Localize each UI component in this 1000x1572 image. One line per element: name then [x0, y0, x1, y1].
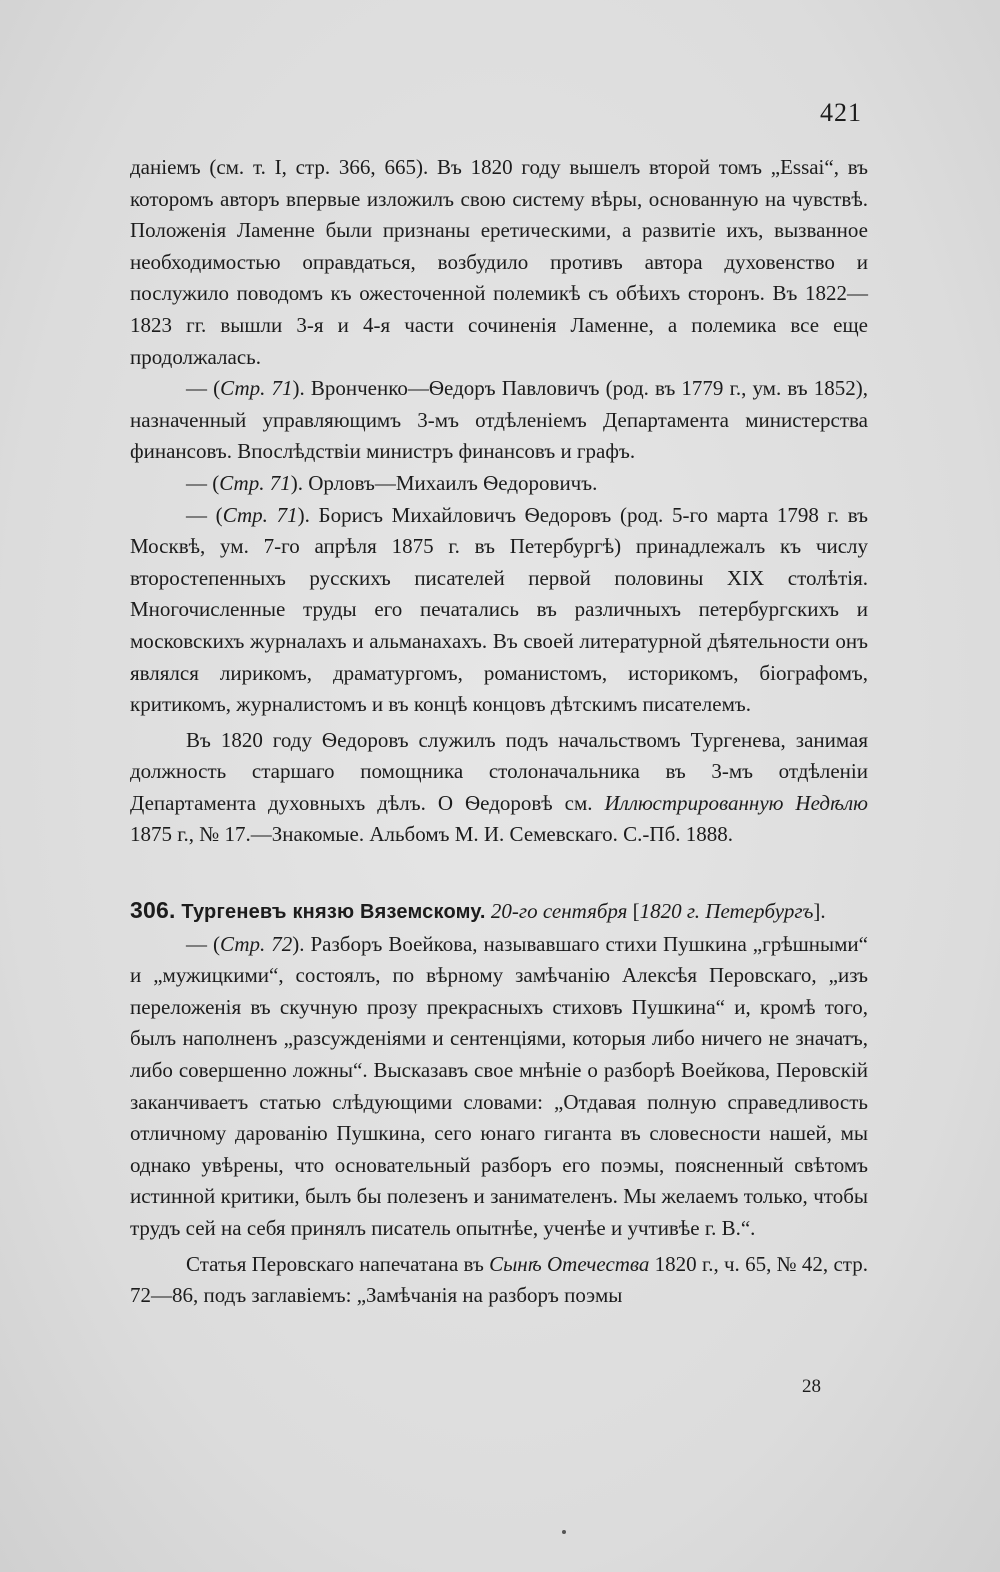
page-reference: Стр. 72: [220, 931, 293, 956]
page-reference: Стр. 71: [219, 470, 291, 495]
signature-mark: 28: [802, 1376, 821, 1397]
paragraph-fedorov-service: Въ 1820 году Ѳедоровъ служилъ подъ начальствомъ Тургенева, занимая должность старшаго помощника столоначальника въ 3-мъ отдѣленіи Департамента духовныхъ дѣлъ. О Ѳедоровѣ см. Иллюстрированную Недѣлю 1875 г., № 17.—Знакомые. Альбомъ М. И. Семевскаго. С.-Пб. 1888.: [130, 727, 868, 847]
letter-date: 20-го сентября: [490, 899, 628, 924]
paper-speck: [562, 1530, 566, 1534]
paragraph-vronchenko: — (Стр. 71). Вронченко—Ѳедоръ Павловичъ (род. въ 1779 г., ум. въ 1852), назначенный управляющимъ 3-мъ отдѣленіемъ Департамента министерства финансовъ. Впослѣдствіи министръ финансовъ и графъ.: [130, 376, 868, 464]
paragraph-perovsky-article: Статья Перовскаго напечатана въ Сынѣ Отечества 1820 г., ч. 65, № 42, стр. 72—86, подъ заглавіемъ: „Замѣчанія на разборъ поэмы: [130, 1251, 868, 1308]
journal-title: Сынѣ Отечества: [489, 1251, 650, 1276]
letter-place: 1820 г. Петербургъ: [639, 899, 814, 924]
journal-title: Иллюстрированную Недѣлю: [604, 790, 868, 815]
page-number: 421: [820, 98, 862, 127]
paragraph-fedorov: — (Стр. 71). Борисъ Михайловичъ Ѳедоровъ (род. 5-го марта 1798 г. въ Москвѣ, ум. 7-го апрѣля 1875 г. въ Петербургѣ) принадлежалъ къ числу второстепенныхъ русскихъ писателей первой половины XIX столѣтія. Многочисленные труды его печатались въ различныхъ петербургскихъ и московскихъ журналахъ и альманахахъ. Въ своей литературной дѣятельности онъ являлся лирикомъ, драматургомъ, романистомъ, историкомъ, біографомъ, критикомъ, журналистомъ и въ концѣ концовъ дѣтскимъ писателемъ.: [130, 502, 868, 717]
page-reference: Стр. 71: [222, 502, 298, 527]
page-body: [130, 152, 868, 1312]
letter-number: 306. Тургеневъ князю Вяземскому.: [130, 897, 486, 924]
paragraph-voeikov: — (Стр. 72). Разборъ Воейкова, называвшаго стихи Пушкина „грѣшными“ и „мужицкими“, состоялъ, по вѣрному замѣчанію Алексѣя Перовскаго, „изъ переложенія въ скучную прозу прекрасныхъ стиховъ Пушкина“ и, кромѣ того, былъ наполненъ „разсужденіями и сентенціями, которыя либо ничего не значатъ, либо совершенно ложны“. Высказавъ свое мнѣніе о разборѣ Воейкова, Перовскій заканчиваетъ статью слѣдующими словами: „Отдавая полную справедливость отличному дарованію Пушкина, сего юнаго гиганта въ словесности нашей, мы однако увѣрены, что основательный разборъ его поэмы, поясненный свѣтомъ истинной критики, былъ бы полезенъ и занимателенъ. Мы желаемъ только, чтобы трудъ сей на себя принялъ писатель опытнѣе, ученѣе и учтивѣе г. В.“.: [130, 931, 868, 1240]
paragraph-orlov: — (Стр. 71). Орловъ—Михаилъ Ѳедоровичъ.: [186, 470, 598, 495]
paragraph-lamennais: даніемъ (см. т. I, стр. 366, 665). Въ 1820 году вышелъ второй томъ „Essai“, въ которомъ авторъ впервые изложилъ свою систему вѣры, основанную на чувствѣ. Положенія Ламенне были признаны еретическими, а развитіе ихъ, вызванное необходимостью оправдаться, возбудило противъ автора духовенство и послужило поводомъ къ ожесточенной полемикѣ съ обѣихъ сторонъ. Въ 1822—1823 гг. вышли 3-я и 4-я части сочиненія Ламенне, а полемика все еще продолжалась.: [130, 155, 868, 369]
letter-heading: 306. Тургеневъ князю Вяземскому. 20-го сентября [1820 г. Петербургъ].: [130, 897, 826, 924]
page-reference: Стр. 71: [220, 376, 293, 401]
